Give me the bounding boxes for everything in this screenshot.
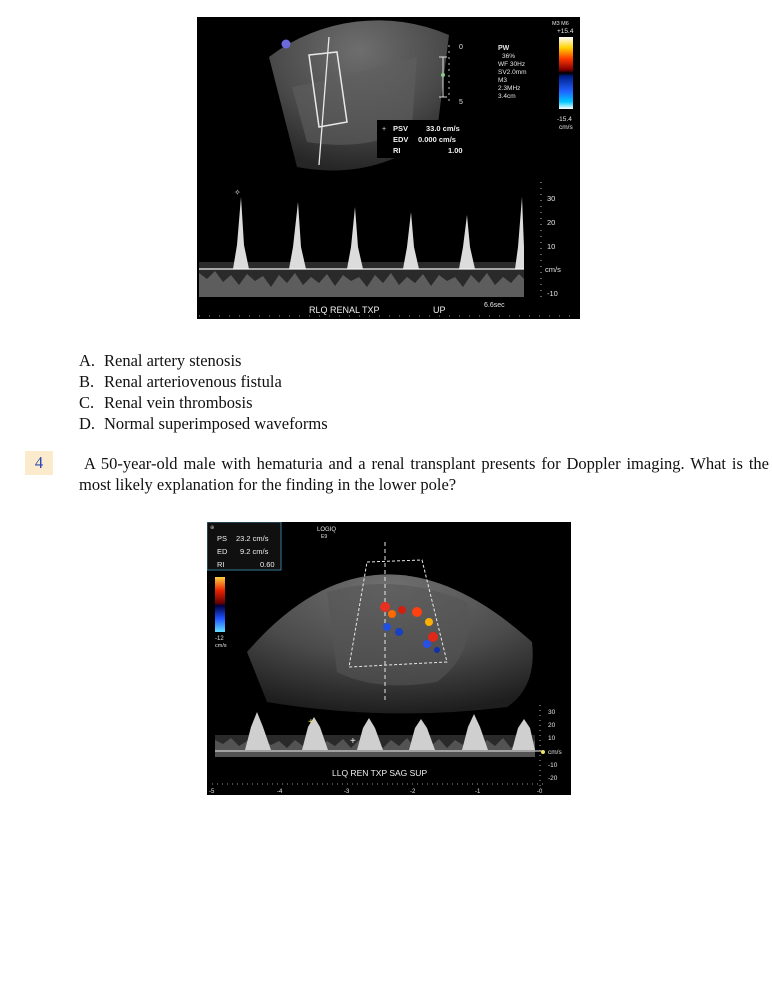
color-velocity-bar xyxy=(215,577,225,632)
depth-mark: 5 xyxy=(459,99,463,106)
doppler-image-1-graphic xyxy=(197,17,580,319)
measurement-label: ED xyxy=(217,547,228,556)
measurement-label: PS xyxy=(217,534,228,543)
measurement-value: 0.60 xyxy=(260,560,275,569)
choice-text: Renal arteriovenous fistula xyxy=(104,372,282,391)
image-caption: LLQ REN TXP SAG SUP xyxy=(332,768,428,778)
focus-marker-icon xyxy=(441,73,445,77)
choice-text: Renal vein thrombosis xyxy=(104,393,253,412)
probe-orientation-icon xyxy=(282,40,291,49)
choice-b[interactable] xyxy=(79,371,328,392)
choice-d[interactable] xyxy=(79,413,328,434)
color-velocity-bar xyxy=(559,37,573,109)
setting-line: 36% xyxy=(502,53,516,60)
scale-label: 20 xyxy=(548,722,556,729)
system-model: E9 xyxy=(321,534,328,540)
time-tick: -2 xyxy=(410,789,416,795)
scale-label: -10 xyxy=(547,289,558,298)
scale-label: 30 xyxy=(547,194,556,203)
time-tick: -5 xyxy=(209,789,215,795)
answer-choices xyxy=(79,350,328,434)
image-caption: RLQ RENAL TXP xyxy=(309,305,380,315)
scale-label: -10 xyxy=(548,762,558,769)
setting-line: 2.3MHz xyxy=(498,85,521,92)
time-tick: -1 xyxy=(475,789,481,795)
scale-label: 30 xyxy=(548,709,556,716)
depth-mark: 0 xyxy=(459,44,463,51)
measurement-label: PSV xyxy=(393,124,409,133)
choice-text: Renal artery stenosis xyxy=(104,351,242,370)
svg-text:⊕: ⊕ xyxy=(210,525,215,531)
color-bar-code: M3 M6 xyxy=(552,21,569,27)
measurement-label: EDV xyxy=(393,135,409,144)
time-tick: -0 xyxy=(537,789,543,795)
measurement-value: 33.0 cm/s xyxy=(426,124,460,133)
setting-line: SV2.0mm xyxy=(498,69,527,76)
setting-line: WF 30Hz xyxy=(498,61,526,68)
question-text: A 50-year-old male with hematuria and a renal transplant presents for Doppler imaging. What is the most likely explanation for the finding in the lower pole? xyxy=(79,454,769,494)
measurement-value: 1.00 xyxy=(448,146,463,155)
scale-label: 20 xyxy=(547,218,556,227)
setting-line: 3.4cm xyxy=(498,93,516,100)
choice-text: Normal superimposed waveforms xyxy=(104,414,328,433)
color-bar-min: -12 xyxy=(215,636,224,642)
scale-unit: cm/s xyxy=(548,749,562,756)
choice-a[interactable] xyxy=(79,350,328,371)
scale-label: -20 xyxy=(548,775,558,782)
measurement-value: 0.000 cm/s xyxy=(418,135,456,144)
doppler-image-2-graphic xyxy=(207,522,571,795)
measurement-label: RI xyxy=(217,560,225,569)
color-bar-max: +15.4 xyxy=(557,28,574,35)
measurement-label: RI xyxy=(393,146,401,155)
svg-text:✧: ✧ xyxy=(234,188,241,197)
choice-c[interactable] xyxy=(79,392,328,413)
question-number: 4 xyxy=(25,451,53,475)
setting-line: PW xyxy=(498,45,510,52)
color-bar-min: -15.4 xyxy=(557,116,572,123)
scale-unit: cm/s xyxy=(545,265,561,274)
choice-letter: A. xyxy=(79,351,96,370)
svg-text:+: + xyxy=(382,126,387,133)
measurement-value: 23.2 cm/s xyxy=(236,534,269,543)
color-bar-unit: cm/s xyxy=(215,643,227,649)
measurement-value: 9.2 cm/s xyxy=(240,547,269,556)
doppler-image-1 xyxy=(197,17,580,319)
scale-label: 10 xyxy=(547,242,556,251)
time-tick: -4 xyxy=(277,789,283,795)
sweep-time: 6.6sec xyxy=(484,302,505,309)
spectral-waveform xyxy=(233,197,524,269)
setting-line: M3 xyxy=(498,77,508,84)
color-bar-unit: cm/s xyxy=(559,124,573,131)
choice-letter: D. xyxy=(79,414,96,433)
system-logo: LOGIQ xyxy=(317,527,337,533)
choice-letter: B. xyxy=(79,372,95,391)
choice-letter: C. xyxy=(79,393,95,412)
image-caption-direction: UP xyxy=(433,305,446,315)
ed-caliper-icon: + xyxy=(350,736,356,747)
scale-label: 10 xyxy=(548,735,556,742)
time-tick: -3 xyxy=(344,789,350,795)
doppler-image-2 xyxy=(207,522,571,795)
ps-caliper-icon: + xyxy=(308,717,314,728)
